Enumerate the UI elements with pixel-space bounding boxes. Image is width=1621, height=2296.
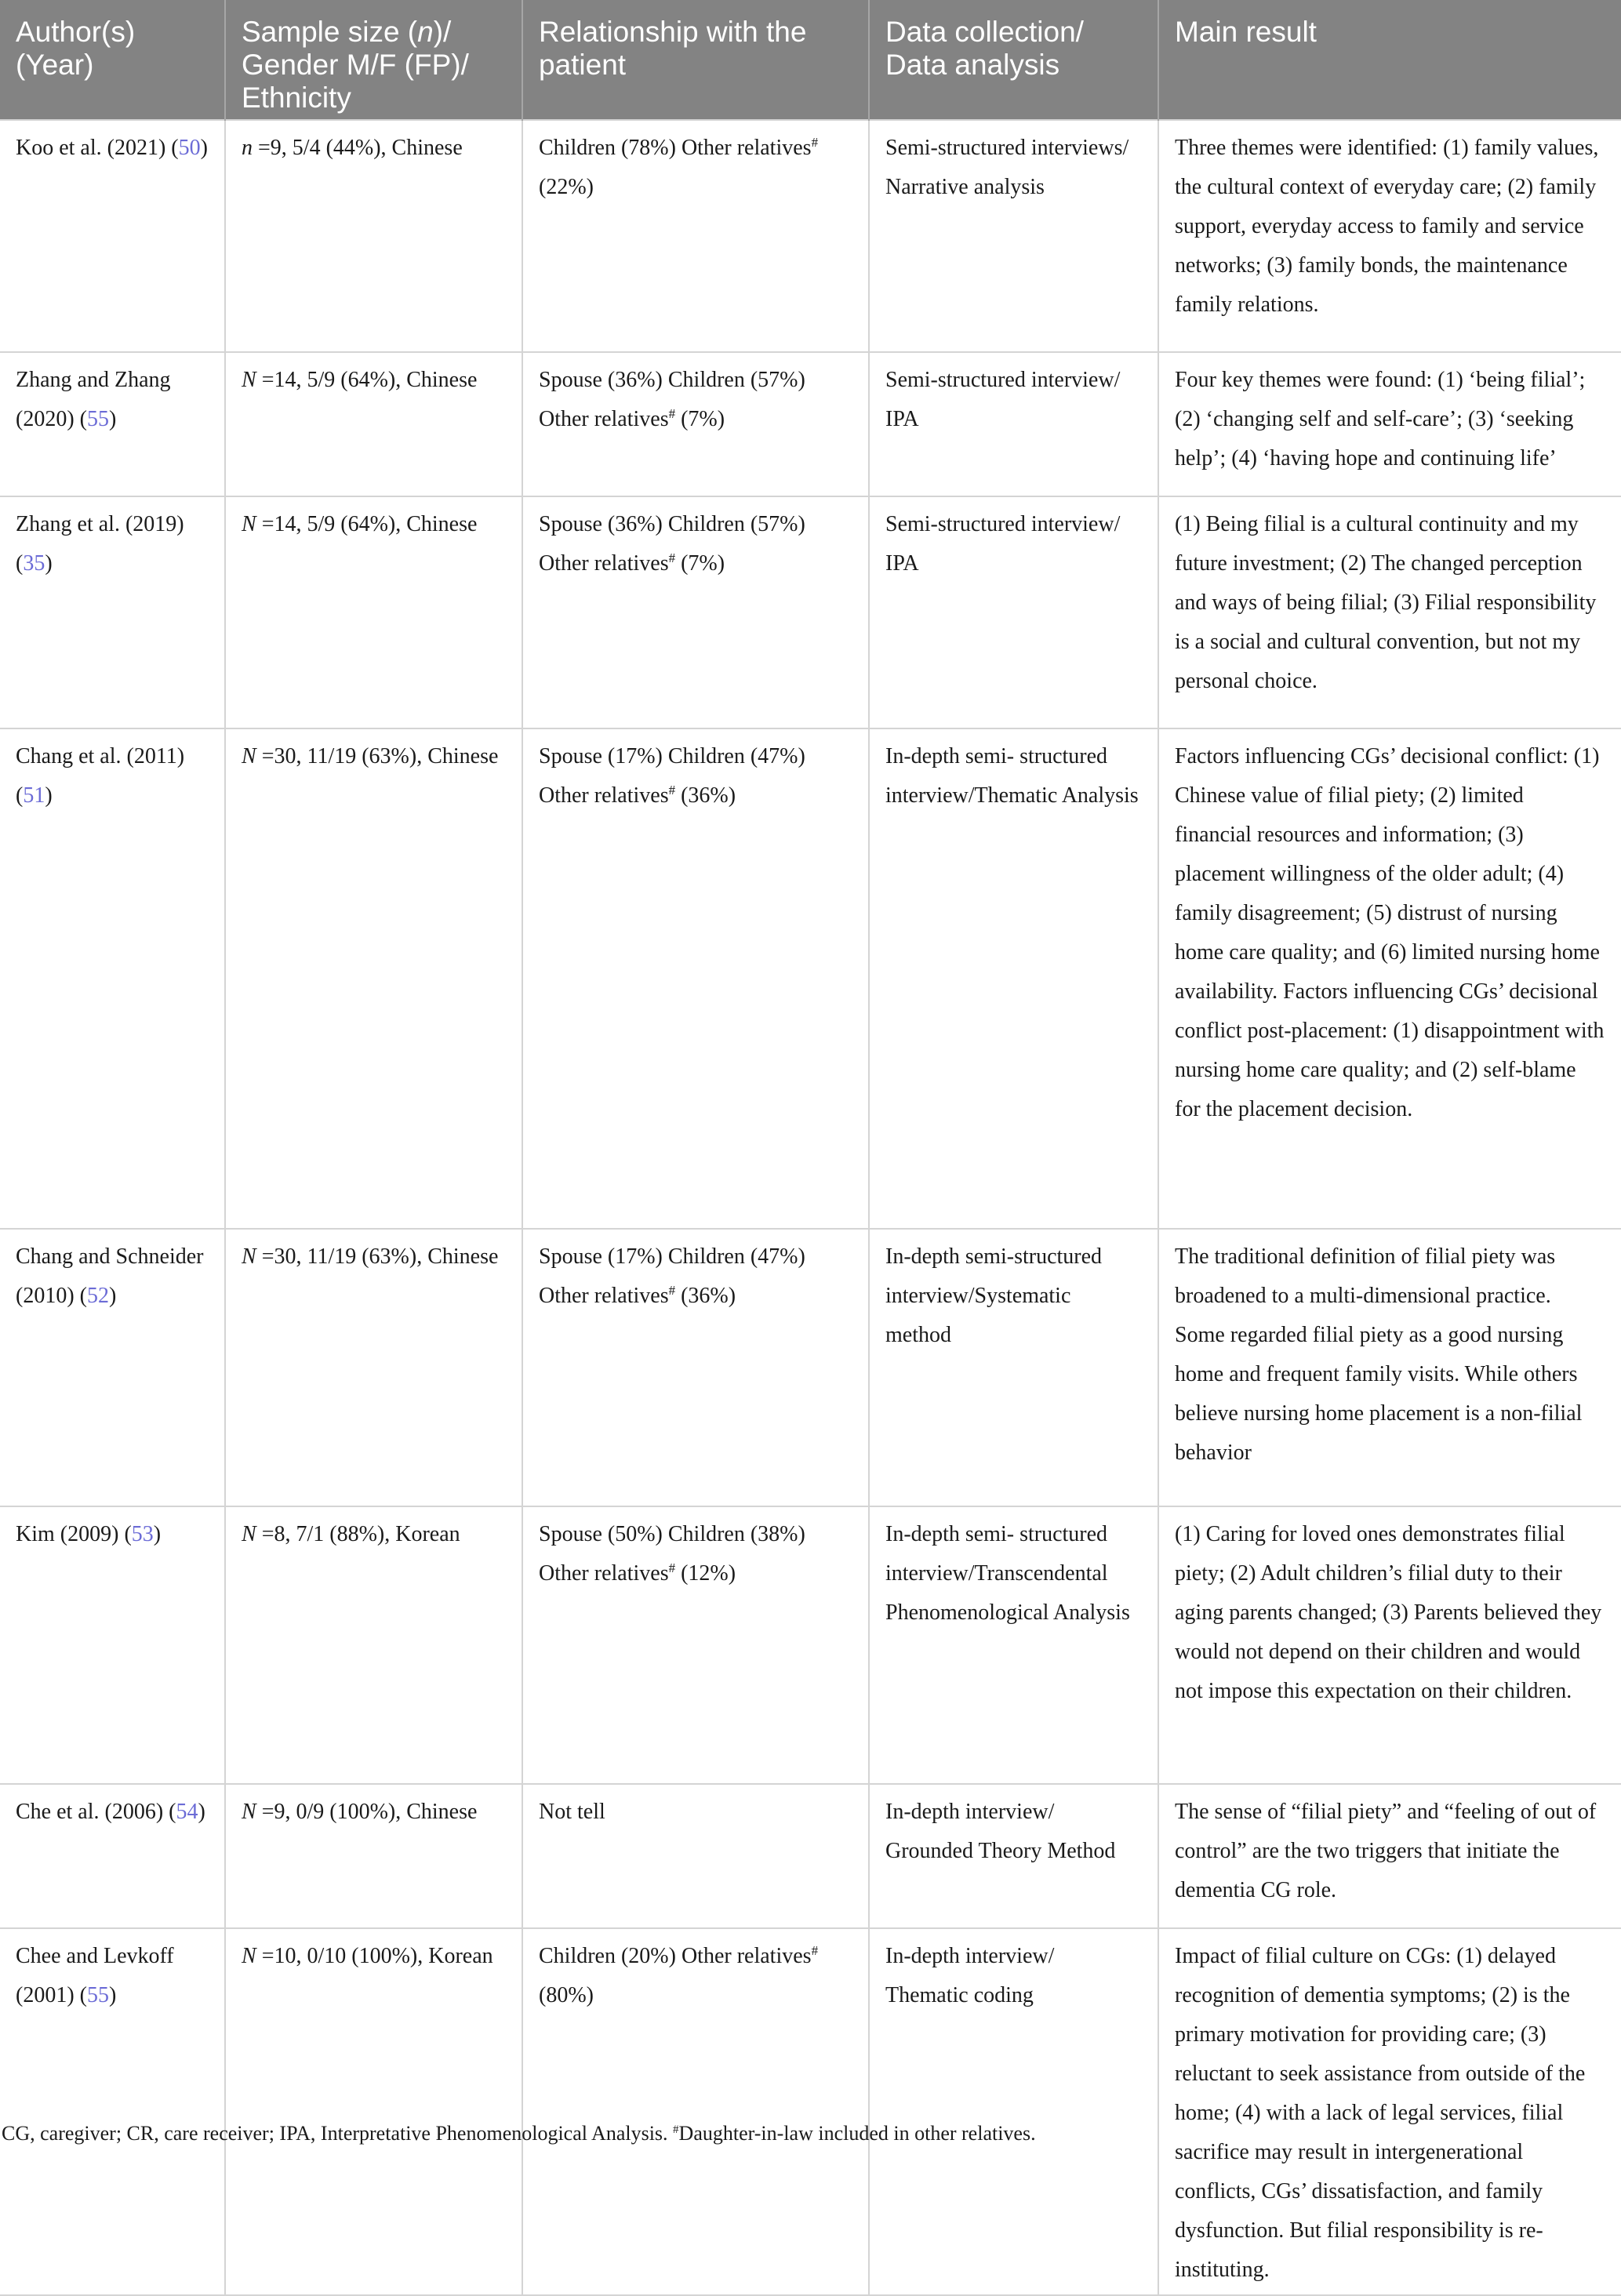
table-row — [0, 1784, 1621, 1928]
sample-text: =8, 7/1 (88%), Korean — [256, 1522, 460, 1546]
reference-link[interactable]: 55 — [86, 407, 109, 431]
sample-variable: N — [242, 368, 256, 392]
cell-data-collection: In-depth interview/ Grounded Theory Method — [869, 1784, 1158, 1928]
table-footnote — [2, 2122, 1036, 2145]
sample-text: =14, 5/9 (64%), Chinese — [256, 368, 478, 392]
relationship-text: Spouse (17%) Children (47%) Other relatives — [539, 1244, 805, 1308]
relationship-text: Spouse (17%) Children (47%) Other relatives — [539, 744, 805, 808]
author-text: Chee and Levkoff (2001) — [16, 1944, 174, 2007]
sample-variable: N — [242, 512, 256, 536]
table-row — [0, 120, 1621, 352]
cell-relationship — [522, 1506, 869, 1784]
sample-text: =9, 5/4 (44%), Chinese — [253, 136, 463, 160]
relatives-mark: # — [668, 783, 676, 797]
relationship-text-end: (7%) — [675, 407, 725, 431]
sample-variable: N — [242, 1244, 256, 1269]
sample-text: =9, 0/9 (100%), Chinese — [256, 1800, 478, 1824]
cell-data-collection: In-depth semi- structured interview/Thematic Analysis — [869, 728, 1158, 1229]
cell-relationship — [522, 1784, 869, 1928]
reference-link[interactable]: 54 — [176, 1800, 198, 1824]
relationship-text-end: (36%) — [675, 783, 736, 808]
cell-author: Zhang et al. (2019) (35) — [0, 496, 225, 728]
cell-sample — [225, 496, 522, 728]
sample-text: =14, 5/9 (64%), Chinese — [256, 512, 478, 536]
reference-link[interactable]: 52 — [86, 1284, 109, 1308]
cell-relationship — [522, 352, 869, 496]
footnote-mark: # — [673, 2123, 679, 2136]
cell-main-result: The traditional definition of filial piety was broadened to a multi-dimensional practice. Some regarded filial piety as a good nursing home and frequent family visits. While others believe nursing home placement is a non-filial behavior — [1158, 1229, 1621, 1506]
cell-data-collection: Semi-structured interview/ IPA — [869, 496, 1158, 728]
author-text: Chang et al. (2011) — [16, 744, 185, 768]
reference-link[interactable]: 50 — [178, 136, 201, 160]
cell-sample — [225, 120, 522, 352]
relatives-mark: # — [668, 550, 676, 565]
cell-main-result: (1) Being filial is a cultural continuity and my future investment; (2) The changed perception and ways of being filial; (3) Filial responsibility is a social and cultural convention, but not my personal choice. — [1158, 496, 1621, 728]
header-sample-pre: Sample size ( — [242, 16, 418, 48]
cell-main-result: Three themes were identified: (1) family values, the cultural context of everyday care; (2) family support, everyday access to family and service networks; (3) family bonds, the maintenance family relations. — [1158, 120, 1621, 352]
sample-variable: N — [242, 1944, 256, 1968]
table-header — [0, 0, 1621, 120]
relatives-mark: # — [668, 406, 676, 421]
header-relationship: Relationship with the patient — [522, 0, 869, 120]
header-author: Author(s) (Year) — [0, 0, 225, 120]
cell-sample — [225, 1928, 522, 2295]
reference-link[interactable]: 35 — [23, 551, 45, 576]
relationship-text: Spouse (36%) Children (57%) Other relatives — [539, 368, 805, 431]
cell-data-collection: In-depth interview/ Thematic coding — [869, 1928, 1158, 2295]
header-sample-post: )/ Gender M/F (FP)/ Ethnicity — [242, 16, 469, 114]
table-row — [0, 1229, 1621, 1506]
cell-main-result: The sense of “filial piety” and “feeling of out of control” are the two triggers that initiate the dementia CG role. — [1158, 1784, 1621, 1928]
relationship-text-end: (80%) — [539, 1983, 594, 2007]
cell-main-result: Four key themes were found: (1) ‘being filial’; (2) ‘changing self and self-care’; (3) ‘seeking help’; (4) ‘having hope and continuing life’ — [1158, 352, 1621, 496]
sample-text: =30, 11/19 (63%), Chinese — [256, 1244, 499, 1269]
table-row — [0, 728, 1621, 1229]
header-sample-n: n — [417, 16, 434, 48]
header-sample — [225, 0, 522, 120]
relatives-mark: # — [811, 1943, 819, 1958]
cell-author: Zhang and Zhang (2020) (55) — [0, 352, 225, 496]
relationship-text: Children (78%) Other relatives — [539, 136, 812, 160]
cell-author: Chang and Schneider (2010) (52) — [0, 1229, 225, 1506]
cell-relationship — [522, 1229, 869, 1506]
reference-link[interactable]: 53 — [131, 1522, 154, 1546]
author-text: Koo et al. (2021) — [16, 136, 166, 160]
sample-variable: N — [242, 1800, 256, 1824]
cell-relationship — [522, 1928, 869, 2295]
cell-main-result: Impact of filial culture on CGs: (1) delayed recognition of dementia symptoms; (2) is the primary motivation for providing care; (3) reluctant to seek assistance from outside of the home; (4) with a lack of legal services, filial sacrifice may result in intergenerational conflicts, CGs’ dissatisfaction, and family dysfunction. But filial responsibility is re-instituting. — [1158, 1928, 1621, 2295]
cell-sample — [225, 1229, 522, 1506]
reference-link[interactable]: 55 — [86, 1983, 109, 2007]
cell-sample — [225, 1784, 522, 1928]
footnote-note: Daughter-in-law included in other relatives. — [678, 2122, 1036, 2145]
author-text: Che et al. (2006) — [16, 1800, 164, 1824]
table-row — [0, 1928, 1621, 2295]
relationship-text: Not tell — [539, 1800, 605, 1824]
sample-variable: N — [242, 1522, 256, 1546]
relationship-text-end: (12%) — [675, 1561, 736, 1586]
author-text: Zhang and Zhang (2020) — [16, 368, 171, 431]
cell-relationship — [522, 728, 869, 1229]
cell-sample — [225, 352, 522, 496]
sample-variable: n — [242, 136, 253, 160]
cell-sample — [225, 1506, 522, 1784]
relationship-text-end: (7%) — [675, 551, 725, 576]
table-row — [0, 1506, 1621, 1784]
cell-author: Chee and Levkoff (2001) (55) — [0, 1928, 225, 2295]
author-text: Zhang et al. (2019) — [16, 512, 184, 536]
table-row — [0, 496, 1621, 728]
relationship-text-end: (36%) — [675, 1284, 736, 1308]
relatives-mark: # — [668, 1560, 676, 1575]
header-data-collection: Data collection/ Data analysis — [869, 0, 1158, 120]
relatives-mark: # — [668, 1283, 676, 1298]
footnote-text: CG, caregiver; CR, care receiver; IPA, Interpretative Phenomenological Analysis. — [2, 2122, 674, 2145]
cell-data-collection: In-depth semi- structured interview/Transcendental Phenomenological Analysis — [869, 1506, 1158, 1784]
cell-data-collection: In-depth semi-structured interview/Systematic method — [869, 1229, 1158, 1506]
table-body — [0, 120, 1621, 2295]
relationship-text-end: (22%) — [539, 175, 594, 199]
cell-author: Che et al. (2006) (54) — [0, 1784, 225, 1928]
cell-main-result: Factors influencing CGs’ decisional conflict: (1) Chinese value of filial piety; (2) limited financial resources and information; (3) placement willingness of the older adult; (4) family disagreement; (5) distrust of nursing home care quality; and (6) limited nursing home availability. Factors influencing CGs’ decisional conflict post-placement: (1) disappointment with nursing home care quality; and (2) self-blame for the placement decision. — [1158, 728, 1621, 1229]
cell-author: Kim (2009) (53) — [0, 1506, 225, 1784]
cell-sample — [225, 728, 522, 1229]
header-main-result: Main result — [1158, 0, 1621, 120]
table-row — [0, 352, 1621, 496]
sample-variable: N — [242, 744, 256, 768]
author-text: Chang and Schneider (2010) — [16, 1244, 204, 1308]
relationship-text: Children (20%) Other relatives — [539, 1944, 812, 1968]
cell-main-result: (1) Caring for loved ones demonstrates filial piety; (2) Adult children’s filial duty to their aging parents changed; (3) Parents believed they would not depend on their children and would not impose this expectation on their children. — [1158, 1506, 1621, 1784]
relationship-text: Spouse (50%) Children (38%) Other relatives — [539, 1522, 805, 1586]
reference-link[interactable]: 51 — [23, 783, 45, 808]
relationship-text: Spouse (36%) Children (57%) Other relatives — [539, 512, 805, 576]
sample-text: =30, 11/19 (63%), Chinese — [256, 744, 499, 768]
cell-data-collection: Semi-structured interviews/ Narrative analysis — [869, 120, 1158, 352]
cell-relationship — [522, 120, 869, 352]
cell-data-collection: Semi-structured interview/ IPA — [869, 352, 1158, 496]
sample-text: =10, 0/10 (100%), Korean — [256, 1944, 493, 1968]
cell-author: Koo et al. (2021) (50) — [0, 120, 225, 352]
cell-author: Chang et al. (2011) (51) — [0, 728, 225, 1229]
cell-relationship — [522, 496, 869, 728]
relatives-mark: # — [811, 135, 819, 150]
author-text: Kim (2009) — [16, 1522, 119, 1546]
